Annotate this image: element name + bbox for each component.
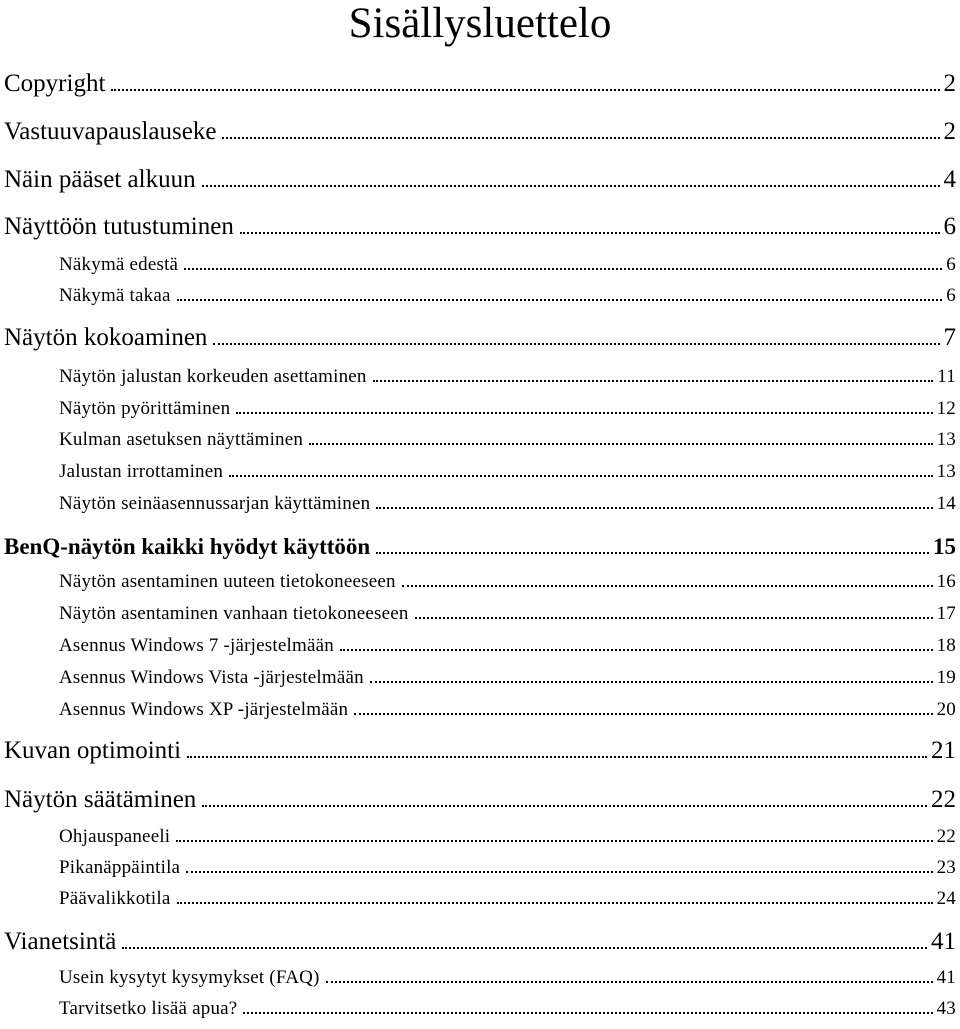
toc-entry-page: 12 (936, 398, 956, 419)
toc-entry-windows-vista[interactable] (59, 667, 956, 693)
toc-entry-faq[interactable] (59, 967, 956, 993)
toc-entry-windows-7[interactable] (59, 635, 956, 661)
toc-entry-windows-xp[interactable] (59, 699, 956, 725)
dot-leader (354, 713, 932, 715)
toc-entry-benq-hyodyt[interactable] (4, 534, 956, 566)
toc-entry-label: Vianetsintä (4, 928, 117, 955)
toc-entry-page: 6 (946, 285, 956, 306)
toc-entry-label: Asennus Windows XP -järjestelmään (59, 699, 349, 720)
toc-entry-page: 22 (936, 826, 956, 847)
toc-entry-label: Tarvitsetko lisää apua? (59, 998, 238, 1019)
toc-entry-label: Asennus Windows Vista -järjestelmään (59, 667, 364, 688)
dot-leader (376, 552, 929, 554)
toc-entry-kulman-asetus[interactable] (59, 429, 956, 455)
toc-entry-vastuuvapauslauseke[interactable] (4, 118, 956, 150)
dot-leader (184, 268, 942, 270)
toc-entry-kuvan-optimointi[interactable] (4, 737, 956, 769)
dot-leader (122, 947, 927, 949)
toc-entry-label: Näytön pyörittäminen (59, 398, 231, 419)
toc-entry-label: Näin pääset alkuun (4, 166, 196, 193)
toc-entry-page: 21 (931, 737, 956, 764)
toc-entry-page: 41 (936, 967, 956, 988)
dot-leader (187, 756, 927, 758)
toc-entry-page: 13 (936, 429, 956, 450)
toc-entry-page: 19 (936, 667, 956, 688)
toc-entry-label: Päävalikkotila (59, 888, 171, 909)
toc-entry-lisaa-apua[interactable] (59, 998, 956, 1024)
toc-entry-page: 41 (931, 928, 956, 955)
toc-entry-uusi-tietokone[interactable] (59, 571, 956, 597)
toc-entry-page: 7 (943, 324, 956, 351)
toc-entry-page: 6 (943, 213, 956, 240)
toc-entry-pikanappaintila[interactable] (59, 857, 956, 883)
dot-leader (309, 443, 933, 445)
toc-entry-page: 11 (937, 366, 956, 387)
toc-entry-label: Näyttöön tutustuminen (4, 213, 234, 240)
toc-entry-label: Kulman asetuksen näyttäminen (59, 429, 304, 450)
page-title: Sisällysluettelo (348, 0, 612, 47)
toc-entry-label: Näytön jalustan korkeuden asettaminen (59, 366, 367, 387)
toc-entry-nayton-saataminen[interactable] (4, 786, 956, 818)
toc-entry-label: Pikanäppäintila (59, 857, 181, 878)
dot-leader (340, 649, 933, 651)
toc-entry-page: 24 (936, 888, 956, 909)
dot-leader (202, 185, 940, 187)
dot-leader (111, 89, 939, 91)
toc-entry-page: 22 (931, 786, 956, 813)
toc-entry-label: Copyright (4, 70, 106, 97)
dot-leader (202, 805, 927, 807)
toc-entry-seinaasennussarja[interactable] (59, 493, 956, 519)
toc-entry-copyright[interactable] (4, 70, 956, 102)
dot-leader (177, 299, 943, 301)
toc-entry-paavalikkotila[interactable] (59, 888, 956, 914)
toc-entry-label: Näkymä takaa (59, 285, 171, 306)
dot-leader (240, 232, 940, 234)
dot-leader (213, 343, 939, 345)
toc-entry-jalustan-korkeus[interactable] (59, 366, 956, 392)
toc-entry-label: Näytön kokoaminen (4, 324, 208, 351)
dot-leader (186, 871, 932, 873)
toc-entry-label: Usein kysytyt kysymykset (FAQ) (59, 967, 320, 988)
dot-leader (229, 475, 933, 477)
toc-entry-ohjauspaneeli[interactable] (59, 826, 956, 852)
dot-leader (376, 507, 932, 509)
dot-leader (326, 981, 933, 983)
toc-entry-label: Asennus Windows 7 -järjestelmään (59, 635, 334, 656)
toc-entry-label: Vastuuvapauslauseke (4, 118, 217, 145)
toc-entry-page: 4 (943, 166, 956, 193)
dot-leader (243, 1012, 932, 1014)
toc-entry-nayton-kokoaminen[interactable] (4, 324, 956, 356)
toc-entry-page: 20 (936, 699, 956, 720)
toc-entry-page: 6 (946, 254, 956, 275)
toc-entry-nayttoon-tutustuminen[interactable] (4, 213, 956, 245)
toc-entry-label: Jalustan irrottaminen (59, 461, 224, 482)
toc-entry-vanha-tietokone[interactable] (59, 603, 956, 629)
dot-leader (373, 380, 934, 382)
toc-entry-page: 18 (936, 635, 956, 656)
toc-entry-label: Näkymä edestä (59, 254, 179, 275)
toc-entry-label: Näytön seinäasennussarjan käyttäminen (59, 493, 371, 514)
toc-entry-label: BenQ-näytön kaikki hyödyt käyttöön (4, 534, 371, 559)
toc-entry-page: 2 (943, 118, 956, 145)
toc-entry-page: 13 (936, 461, 956, 482)
toc-entry-page: 15 (933, 534, 956, 559)
toc-entry-page: 43 (936, 998, 956, 1019)
toc-entry-vianetsinta[interactable] (4, 928, 956, 960)
dot-leader (415, 617, 933, 619)
dot-leader (370, 681, 933, 683)
toc-entry-label: Näytön säätäminen (4, 786, 197, 813)
dot-leader (236, 412, 932, 414)
toc-entry-label: Näytön asentaminen uuteen tietokoneeseen (59, 571, 396, 592)
toc-entry-nakyma-takaa[interactable] (59, 285, 956, 311)
toc-entry-page: 14 (936, 493, 956, 514)
toc-entry-nain-paaset-alkuun[interactable] (4, 166, 956, 198)
toc-entry-jalustan-irrottaminen[interactable] (59, 461, 956, 487)
dot-leader (176, 840, 932, 842)
toc-entry-label: Ohjauspaneeli (59, 826, 171, 847)
dot-leader (222, 137, 939, 139)
dot-leader (402, 585, 933, 587)
toc-entry-page: 17 (936, 603, 956, 624)
toc-entry-nayton-pyorittaminen[interactable] (59, 398, 956, 424)
toc-entry-page: 2 (943, 70, 956, 97)
toc-entry-nakyma-edesta[interactable] (59, 254, 956, 280)
dot-leader (177, 902, 933, 904)
toc-entry-label: Näytön asentaminen vanhaan tietokoneeseen (59, 603, 409, 624)
toc-entry-page: 23 (936, 857, 956, 878)
toc-entry-page: 16 (936, 571, 956, 592)
toc-entry-label: Kuvan optimointi (4, 737, 182, 764)
